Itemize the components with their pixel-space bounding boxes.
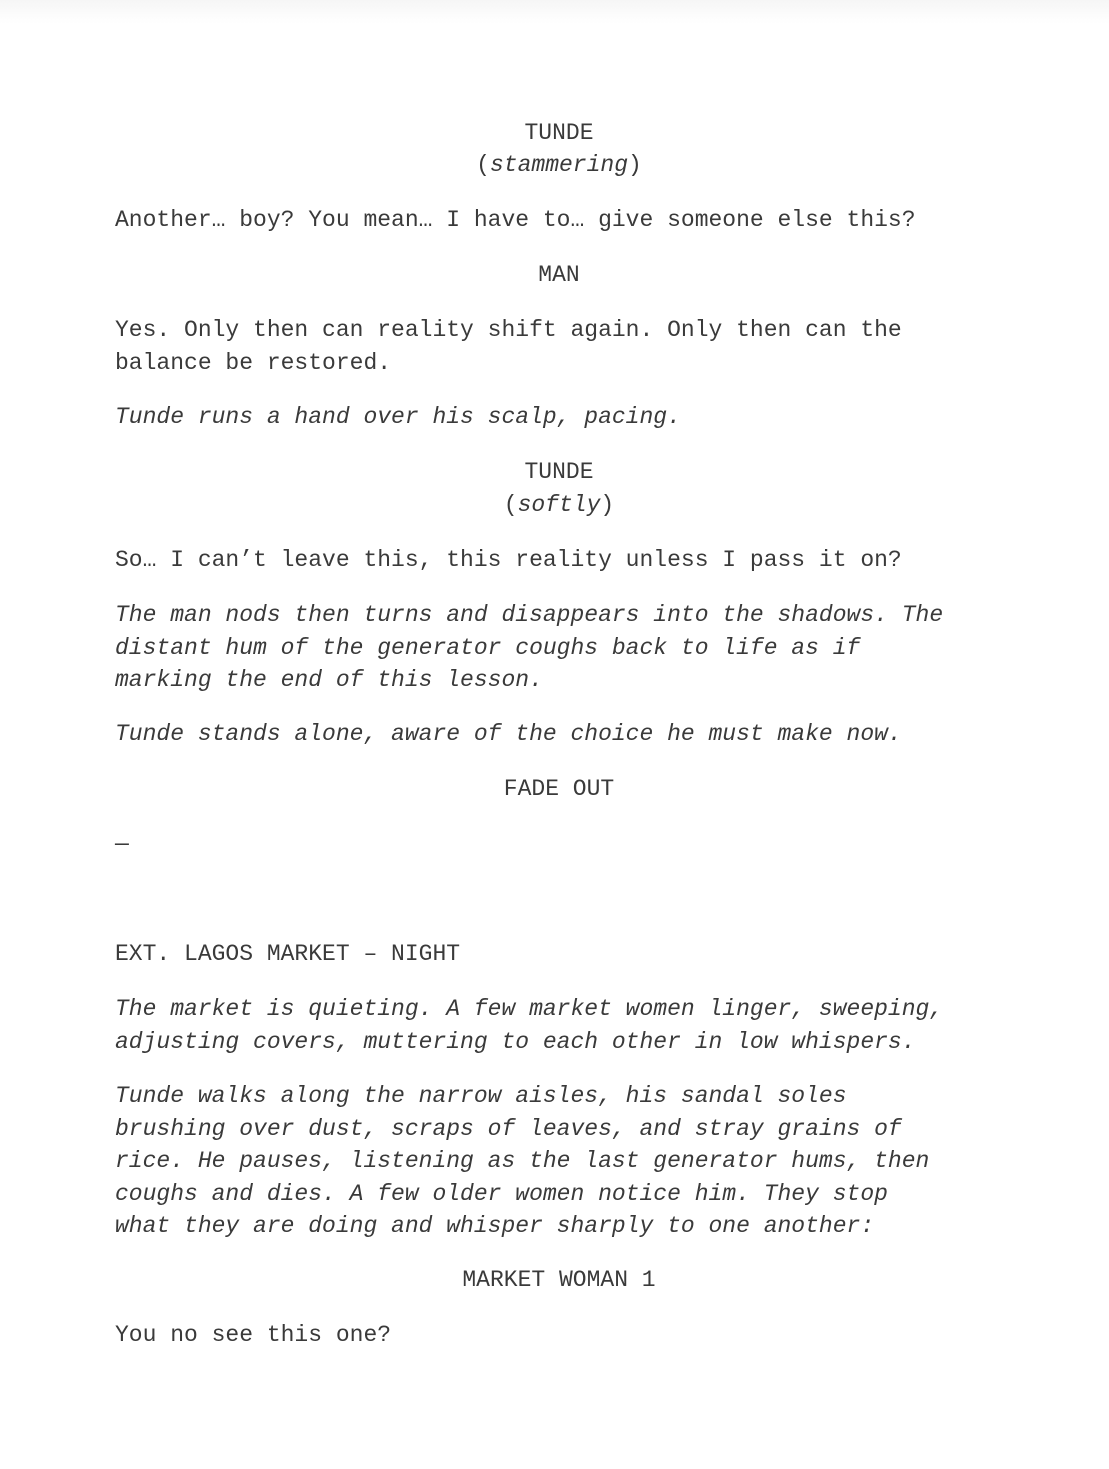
dialogue-line: Another… boy? You mean… I have to… give someone else this? xyxy=(115,207,916,233)
dialogue-line: You no see this one? xyxy=(115,1322,392,1348)
parenthetical-text: stammering xyxy=(489,152,629,178)
character-name: MAN xyxy=(538,262,580,288)
action-line: The market is quieting. A few market women linger, sweeping, xyxy=(115,996,944,1022)
character-name: TUNDE xyxy=(524,120,594,146)
character-name: MARKET WOMAN 1 xyxy=(462,1267,656,1293)
parenthetical: (stammering) xyxy=(476,152,642,178)
parenthetical: (softly) xyxy=(503,492,615,518)
action-line: brushing over dust, scraps of leaves, and stray grains of xyxy=(115,1115,902,1142)
dialogue-line: Yes. Only then can reality shift again. Only then can the xyxy=(115,317,902,343)
scene-heading: EXT. LAGOS MARKET – NIGHT xyxy=(115,941,461,967)
dialogue-block xyxy=(115,314,902,379)
action-block xyxy=(115,993,943,1058)
action-line: distant hum of the generator coughs back to life as if xyxy=(115,634,861,661)
action-block xyxy=(115,599,943,697)
action-line: Tunde stands alone, aware of the choice he must make now. xyxy=(115,721,902,747)
action-line: Tunde runs a hand over his scalp, pacing. xyxy=(115,404,681,430)
action-line: rice. He pauses, listening as the last generator hums, then xyxy=(115,1148,930,1174)
transition: FADE OUT xyxy=(503,776,615,802)
dialogue-line: balance be restored. xyxy=(115,349,392,376)
character-name: TUNDE xyxy=(524,459,594,485)
action-line: The man nods then turns and disappears into the shadows. The xyxy=(115,602,944,628)
action-line: coughs and dies. A few older women notice him. They stop xyxy=(115,1180,888,1207)
action-line: what they are doing and whisper sharply to one another: xyxy=(115,1213,875,1239)
dialogue-line: So… I can’t leave this, this reality unless I pass it on? xyxy=(115,547,902,573)
action-line: Tunde walks along the narrow aisles, his sandal soles xyxy=(115,1083,847,1109)
parenthetical-text: softly xyxy=(517,492,601,518)
action-block xyxy=(115,1080,929,1243)
action-line: adjusting covers, muttering to each other in low whispers. xyxy=(115,1028,916,1055)
action-line: marking the end of this lesson. xyxy=(115,667,543,693)
separator-dash: — xyxy=(115,831,129,857)
